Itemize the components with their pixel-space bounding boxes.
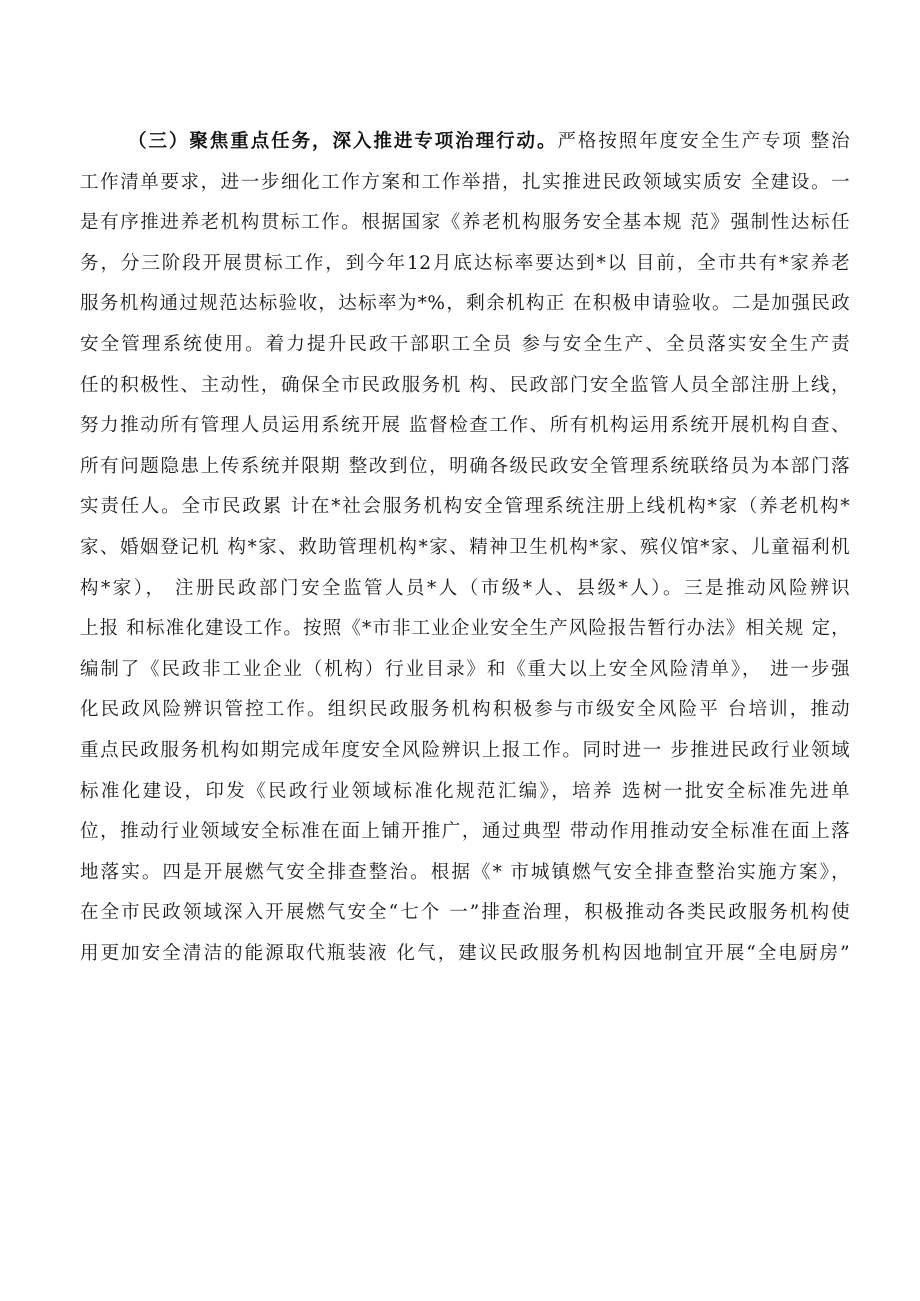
body-paragraph — [80, 122, 850, 974]
paragraph-line-21: 用更加安全清洁的能源取代瓶装液 化气，建议民政服务机构因地制宜开展“全电厨房” — [80, 942, 850, 964]
paragraph-line-4: 务，分三阶段开展贯标工作，到今年12月底达标率要达到*以 目前，全市共有*家养老 — [80, 252, 850, 274]
paragraph-line-1 — [80, 122, 850, 163]
paragraph-line-17: 标准化建设，印发《民政行业领域标准化规范汇编》，培养 选树一批安全标准先进单 — [80, 780, 850, 802]
paragraph-line-16: 重点民政服务机构如期完成年度安全风险辨识上报工作。同时进一 步推进民政行业领域 — [80, 739, 850, 761]
paragraph-line-5: 服务机构通过规范达标验收，达标率为*%，剩余机构正 在积极申请验收。二是加强民政 — [80, 293, 850, 315]
paragraph-line-11: 家、婚姻登记机 构*家、救助管理机构*家、精神卫生机构*家、殡仪馆*家、儿童福利机 — [80, 536, 850, 558]
paragraph-line-9: 所有问题隐患上传系统并限期 整改到位，明确各级民政安全管理系统联络员为本部门落 — [80, 455, 850, 477]
paragraph-line-18: 位，推动行业领域安全标准在面上铺开推广，通过典型 带动作用推动安全标准在面上落 — [80, 821, 850, 843]
paragraph-line-3: 是有序推进养老机构贯标工作。根据国家《养老机构服务安全基本规 范》强制性达标任 — [80, 212, 850, 234]
section-heading: （三）聚焦重点任务，深入推进专项治理行动。 — [128, 131, 558, 152]
paragraph-line-14: 编制了《民政非工业企业（机构）行业目录》和《重大以上安全风险清单》， 进一步强 — [80, 658, 850, 680]
paragraph-line-1-text: 严格按照年度安全生产专项 整治 — [557, 131, 850, 152]
paragraph-line-7: 任的积极性、主动性，确保全市民政服务机 构、民政部门安全监管人员全部注册上线， — [80, 374, 850, 396]
paragraph-line-6: 安全管理系统使用。着力提升民政干部职工全员 参与安全生产、全员落实安全生产责 — [80, 333, 850, 355]
paragraph-line-19: 地落实。四是开展燃气安全排查整治。根据《* 市城镇燃气安全排查整治实施方案》， — [80, 861, 850, 883]
paragraph-line-8: 努力推动所有管理人员运用系统开展 监督检查工作、所有机构运用系统开展机构自查、 — [80, 415, 850, 437]
paragraph-line-2: 工作清单要求，进一步细化工作方案和工作举措，扎实推进民政领域实质安 全建设。一 — [80, 171, 850, 193]
paragraph-line-20: 在全市民政领域深入开展燃气安全“七个 一”排查治理，积极推动各类民政服务机构使 — [80, 902, 850, 924]
paragraph-line-15: 化民政风险辨识管控工作。组织民政服务机构积极参与市级安全风险平 台培训，推动 — [80, 699, 850, 721]
paragraph-line-10: 实责任人。全市民政累 计在*社会服务机构安全管理系统注册上线机构*家（养老机构* — [80, 496, 850, 518]
paragraph-line-12: 构*家）， 注册民政部门安全监管人员*人（市级*人、县级*人）。三是推动风险辨识 — [80, 577, 850, 599]
paragraph-line-13: 上报 和标准化建设工作。按照《*市非工业企业安全生产风险报告暂行办法》相关规 定， — [80, 618, 850, 640]
